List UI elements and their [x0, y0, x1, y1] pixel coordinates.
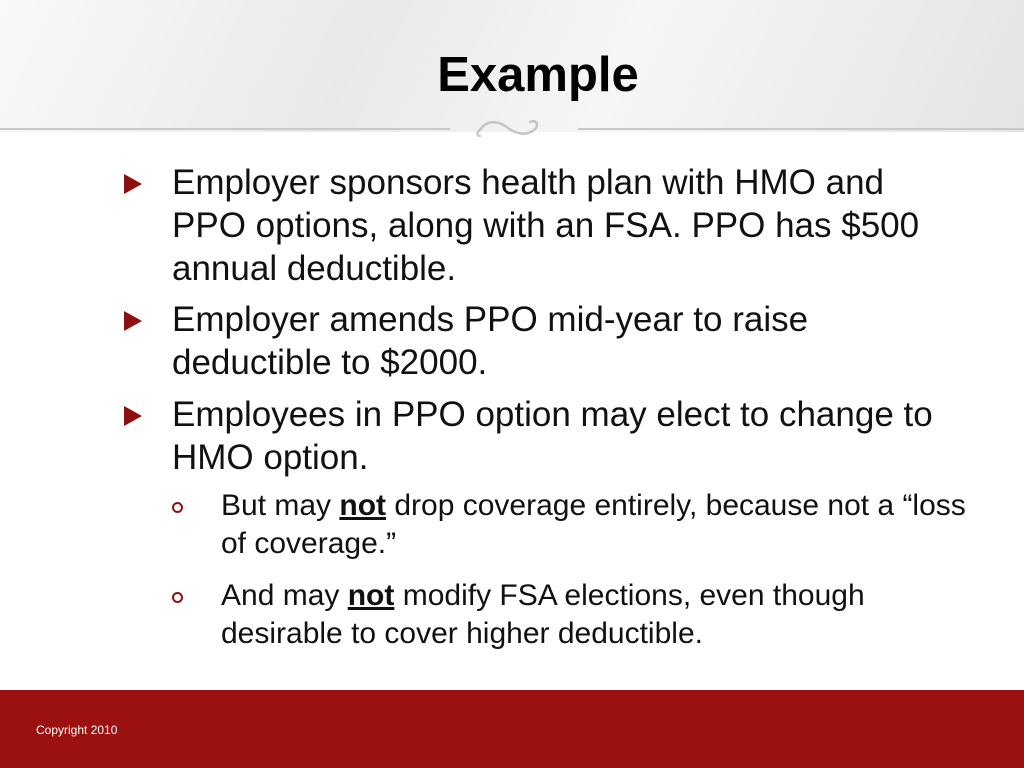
triangle-bullet-icon: [124, 406, 142, 426]
footer-band: [0, 690, 1024, 768]
triangle-bullet-icon: [124, 311, 142, 331]
circle-bullet-icon: [172, 502, 183, 513]
copyright-text: Copyright 2010: [36, 723, 118, 737]
sub-bullet-item: [221, 487, 981, 563]
sub-bullet-text: But may: [221, 489, 340, 522]
circle-bullet-icon: [172, 592, 183, 603]
sub-bullet-text: And may: [221, 579, 348, 612]
sub-bullet-item: [221, 577, 981, 653]
emphasis-text: not: [339, 489, 387, 522]
slide-title: Example: [437, 48, 639, 102]
bullet-item: Employees in PPO option may elect to change to HMO option.: [172, 395, 933, 477]
bullet-item: Employer sponsors health plan with HMO and PPO options, along with an FSA. PPO has $500 annual deductible.: [172, 163, 920, 288]
bullet-item: Employer amends PPO mid-year to raise deductible to $2000.: [172, 300, 809, 382]
sub-bullet-text: drop coverage entirely, because not a “loss of coverage.”: [221, 489, 966, 560]
triangle-bullet-icon: [124, 174, 142, 194]
emphasis-text: not: [347, 579, 395, 612]
sub-bullet-text: modify FSA elections, even though desirable to cover higher deductible.: [221, 579, 865, 650]
